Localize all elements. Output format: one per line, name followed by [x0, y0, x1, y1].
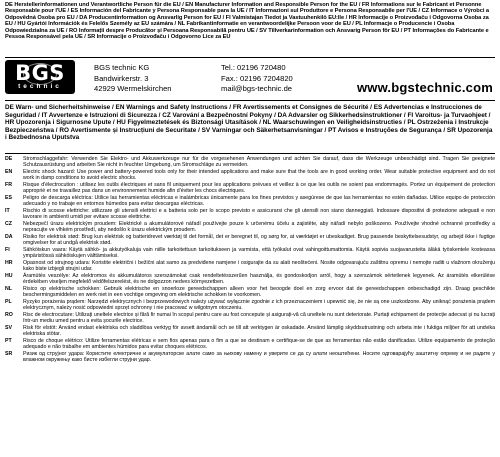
language-code: NL: [5, 285, 12, 292]
warning-entry-hu: [5, 273, 495, 285]
language-code: HU: [5, 272, 13, 279]
language-code: IT: [5, 207, 10, 214]
brand-divider: [5, 100, 495, 101]
language-code: SR: [5, 350, 13, 357]
logo-wordmark: BGS: [15, 61, 65, 85]
warning-text: Opasnost od strujnog udara: Koristite električni i bežični alat samo za predviđene namjene i osigurajte da su alati neoštećeni. Nosite odgovarajuću zaštitnu opremu i nemojte raditi u vlažnom okruženju kako biste izbjegli strujni udar.: [23, 259, 495, 272]
warning-text: Risiko for elektrisk stød: Brug kun elektrisk og batteridrevet værktøj til det formål, det er beregnet til, og sørg for, at værktøjet er ubeskadiget. Brug passende beskyttelsesudstyr, og arbejd ikke i fugtige omgivelser for at undgå elektrisk stød.: [23, 233, 495, 246]
warning-text: Risco de choque elétrico: Utilize ferramentas elétricas e sem fios apenas para o fim a que se destinam e certifique-se de que as ferramentas não estão danificadas. Utilize equipamento de proteção adequado e não trabalhe em ambientes húmidos para evitar choques elétricos.: [23, 337, 495, 350]
warning-list: [5, 156, 495, 364]
logo-subtitle: technic: [18, 83, 62, 90]
fax-line: Fax.: 02196 7204820: [221, 73, 293, 83]
language-code: FR: [5, 181, 12, 188]
warning-text: Peligro de descarga eléctrica: Utilice las herramientas eléctricas e inalámbricas únicamente para los fines previstos y asegúrese de que las herramientas no estén dañadas. Utilice equipo de protección adecuado y no trabaje en entornos húmedos para evitar descargas eléctricas.: [23, 194, 495, 207]
language-code: RO: [5, 311, 13, 318]
warning-entry-hr: [5, 260, 495, 272]
language-code: CZ: [5, 220, 12, 227]
bgs-logo: [5, 60, 75, 94]
email-line: mail@bgs-technic.de: [221, 84, 293, 93]
language-code: HR: [5, 259, 13, 266]
warning-entry-sr: [5, 351, 495, 363]
company-address: [94, 63, 172, 95]
warning-entry-sv: [5, 325, 495, 337]
language-code: DA: [5, 233, 13, 240]
warnings-title: DE Warn- und Sicherheitshinweise / EN Warnings and Safety Instructions / FR Avertissements et Consignes de Sécurité / ES Advertencias e Instrucciones de Seguridad / IT Avvertenze e Istruzioni di Sicurezza / CZ Varování a Bezpečnostní Pokyny / DA Advarsler og Sikkerhedsinstruktioner / FI Varoitus- ja Turvaohjeet / HR Upozorenja i Sigurnosne Upute / HU Figyelmeztetések és Biztonsági Utasítások / NL Waarschuwingen en Veiligheidsinstructies / PL Ostrzeżenia i Instrukcje Bezpieczeństwa / RO Avertismente și Instrucțiuni de Securitate / SV Varningar och Säkerhetsanvisningar / PT Avisos e Instruções de Segurança / SR Upozorenja i Bezbednosna Uputstva: [5, 104, 493, 142]
warning-text: Áramütés veszélye: Az elektromos és akkumulátoros szerszámokat csak rendeltetésszerűen használja, és gondoskodjon arról, hogy a szerszámok sértetlenek legyenek. Az áramütés elkerülése érdekében viseljen megfelelő védőfelszerelést, és ne dolgozzon nedves környezetben.: [23, 272, 495, 285]
language-code: PL: [5, 298, 12, 305]
address-line: Bandwirkerstr. 3: [94, 73, 149, 83]
address-line: 42929 Wermelskirchen: [94, 84, 172, 93]
warning-entry-pt: [5, 338, 495, 350]
warning-entry-es: [5, 195, 495, 207]
warning-entry-cz: [5, 221, 495, 233]
warning-text: Rischio di scosse elettriche: utilizzare gli utensili elettrici e a batteria solo per lo scopo previsto e assicurarsi che gli utensili non siano danneggiati. Indossare dispositivi di protezione adeguati e non lavorare in ambienti umidi per evitare scosse elettriche.: [23, 207, 495, 220]
language-code: PT: [5, 337, 12, 344]
warning-entry-de: [5, 156, 495, 168]
warning-text: Ризик од струјног удара: Користите електричне и акумулаторске алате само за њихову намену и уверите се да су алати неоштећени. Носите одговарајућу заштитну опрему и не радите у влажном окружењу како бисте избегли струјни удар.: [23, 350, 495, 363]
warning-text: Risc de electrocutare: Utilizați uneltele electrice și fără fir numai în scopul pentru care au fost concepute și asigurați-vă că uneltele nu sunt deteriorate. Purtați echipament de protecție adecvat și nu lucrați într-un mediu umed pentru a evita șocurile electrice.: [23, 311, 495, 324]
brand-block: [5, 58, 495, 98]
language-code: EN: [5, 168, 13, 175]
warning-text: Nebezpečí úrazu elektrickým proudem: Elektrické a akumulátorové nářadí používejte pouze k určenému účelu a zajistěte, aby nářadí nebylo poškozeno. Používejte vhodné ochranné prostředky a nepracujte ve vlhkém prostředí, aby nedošlo k úrazu elektrickým proudem.: [23, 220, 495, 233]
address-line: BGS technic KG: [94, 63, 150, 72]
responsible-person-header: DE Herstellerinformationen und Verantwortliche Person für die EU / EN Manufacturer Information and Responsible Person for the EU / FR Informations sur le Fabricant et Personne Responsable pour l'UE / ES Información del Fabricante y Persona Responsable para la UE / IT Informazioni sul Produttore e Persona Responsabile per l'UE / CZ Informace o Výrobci a Odpovědná Osoba pro EU / DA Producentinformation og Ansvarlig Person for EU / FI Valmistajan Tiedot ja Vastuuhenkilö EU:lle / HR Informacije o Proizvođaču i Odgovorna Osoba za EU / HU Gyártói Információk és Felelős Személy az EU számára / NL Fabrikantinformatie en verantwoordelijke Persoon voor de EU / PL Informacje o Producencie i Osoba Odpowiedzialna za UE / RO Informații despre Producător și Persoana Responsabilă pentru UE / SV Tillverkarinformation och Ansvarig Person för EU / PT Informações do Fabricante e Pessoa Responsável pela UE / SR Informacije o Proizvođaču i Odgovorno Lice za EU: [5, 2, 489, 41]
warning-text: Electric shock hazard: Use power and battery-powered tools only for their intended applications and make sure that the tools are in good working order. Wear suitable protective equipment and do not work in damp conditions to avoid electric shocks.: [23, 168, 495, 182]
warning-text: Risque d'électrocution : utilisez les outils électriques et sans fil uniquement pour les applications prévues et veillez à ce que les outils ne soient pas endommagés. Portez un équipement de protection approprié et ne travaillez pas dans un environnement humide afin d'éviter les chocs électriques.: [23, 181, 495, 195]
warning-entry-pl: [5, 299, 495, 311]
warning-text: Ryzyko porażenia prądem: Narzędzi elektrycznych i bezprzewodowych należy używać wyłącznie zgodnie z ich przeznaczeniem i upewnić się, że nie są one uszkodzone. Aby uniknąć porażenia prądem elektrycznym, należy nosić odpowiedni sprzęt ochronny i nie pracować w wilgotnym otoczeniu.: [23, 298, 495, 311]
warnings-divider: [5, 153, 495, 154]
phone-line: Tel.: 02196 720480: [221, 63, 286, 72]
warning-entry-it: [5, 208, 495, 220]
warning-entry-fi: [5, 247, 495, 259]
warning-entry-nl: [5, 286, 495, 298]
warning-text: Risico op elektrische schokken: Gebruik elektrische en snoerloze gereedschappen alleen voor het beoogde doel en zorg ervoor dat de gereedschappen onbeschadigd zijn. Draag geschikte beschermingsmiddelen en werk niet in een vochtige omgeving om elektrische schokken te voorkomen.: [23, 285, 495, 298]
language-code: FI: [5, 246, 10, 253]
website-url: www.bgstechnic.com: [356, 80, 493, 95]
language-code: DE: [5, 156, 13, 162]
warning-entry-da: [5, 234, 495, 246]
language-code: ES: [5, 194, 13, 201]
company-contact: [221, 63, 293, 95]
warning-entry-fr: [5, 182, 495, 194]
warning-text: Stromschlaggefahr: Verwenden Sie Elektro- und Akkuwerkzeuge nur für die vorgesehenen Anwendungen und achten Sie darauf, dass die Werkzeuge unbeschädigt sind. Tragen Sie geeignete Schutzausrüstung und arbeiten Sie nicht in feuchter Umgebung, um Stromschläge zu vermeiden.: [23, 156, 495, 169]
warning-entry-ro: [5, 312, 495, 324]
warning-entry-en: [5, 169, 495, 181]
warning-text: Sähköiskun vaara: Käytä sähkö- ja akkutyökaluja vain niille tarkoitettuun tarkoitukseen ja varmista, että työkalut ovat vahingoittumattomia. Käytä sopivia suojavarusteita äläkä työskentele kosteassa ympäristössä sähköiskujen välttämiseksi.: [23, 246, 495, 259]
warning-text: Risk för elstöt: Använd endast elektriska och sladdlösa verktyg för avsett ändamål och se till att verktygen är oskadade. Använd lämplig skyddsutrustning och arbeta inte i fuktiga miljöer för att undvika elektriska stötar.: [23, 324, 495, 337]
language-code: SV: [5, 324, 13, 331]
